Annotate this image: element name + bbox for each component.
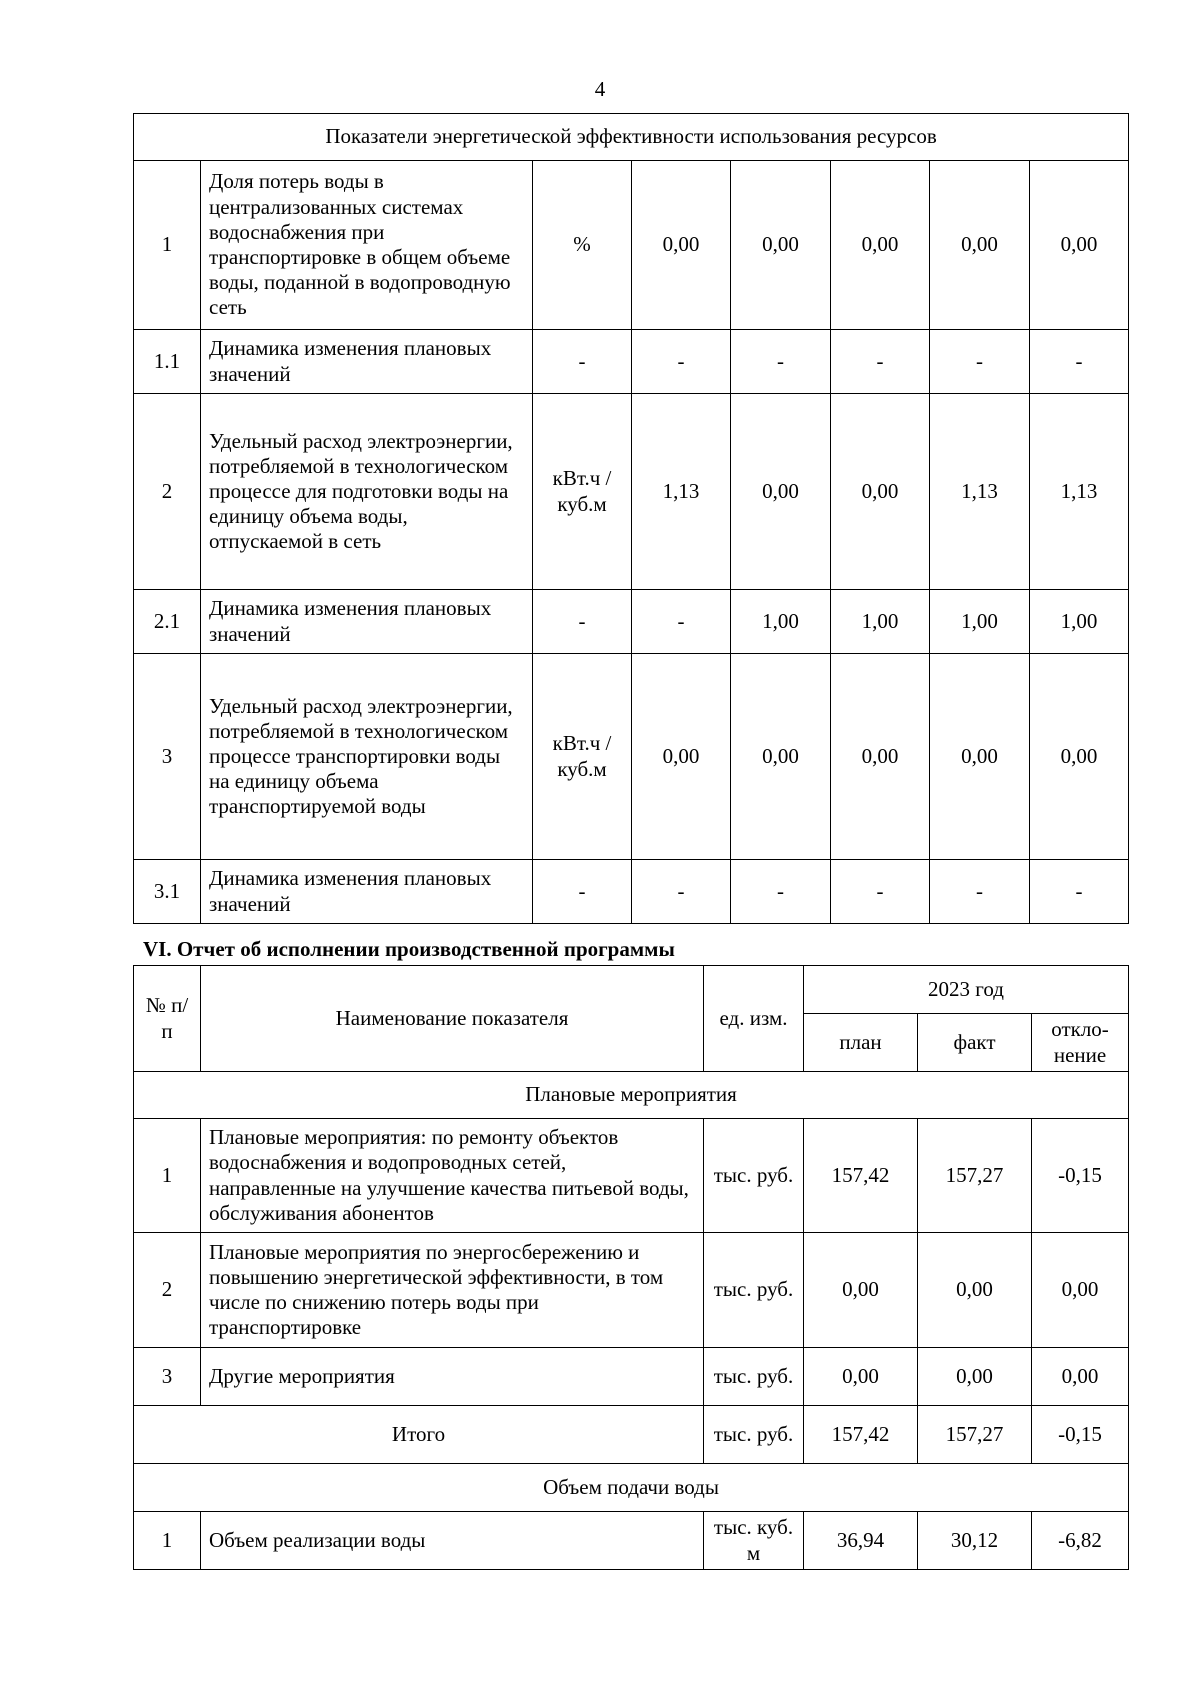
table-row: [134, 1119, 1129, 1233]
value: -: [632, 330, 731, 394]
header-plan: план: [804, 1014, 918, 1072]
table-row: [134, 860, 1129, 924]
deviation-value: 0,00: [1032, 1233, 1129, 1348]
value: 1,13: [632, 394, 731, 590]
fact-value: 157,27: [918, 1119, 1032, 1233]
header-fact: факт: [918, 1014, 1032, 1072]
row-number: 2: [134, 394, 201, 590]
value: -: [632, 860, 731, 924]
value: 1,13: [1030, 394, 1129, 590]
value: -: [1030, 860, 1129, 924]
indicator-name: Другие мероприятия: [201, 1348, 704, 1406]
table-title: Показатели энергетической эффективности использования ресурсов: [134, 114, 1129, 161]
unit: -: [533, 590, 632, 654]
value: 0,00: [731, 394, 831, 590]
total-label: Итого: [134, 1406, 704, 1464]
section-heading: Объем подачи воды: [134, 1464, 1129, 1512]
indicator-name: Объем реализации воды: [201, 1512, 704, 1570]
value: 0,00: [930, 161, 1030, 330]
value: -: [930, 330, 1030, 394]
value: 1,00: [1030, 590, 1129, 654]
value: -: [731, 330, 831, 394]
row-number: 2.1: [134, 590, 201, 654]
header-unit: ед. изм.: [704, 966, 804, 1072]
unit: тыс. руб.: [704, 1119, 804, 1233]
page-number: 4: [594, 77, 606, 101]
indicator-name: Плановые мероприятия: по ремонту объектов водоснабжения и водопроводных сетей, направленные на улучшение качества питьевой воды, обслуживания абонентов: [201, 1119, 704, 1233]
table-row: [134, 330, 1129, 394]
fact-value: 30,12: [918, 1512, 1032, 1570]
section-title: VI. Отчет об исполнении производственной программы: [143, 937, 675, 961]
section-row: [134, 1464, 1129, 1512]
unit: кВт.ч / куб.м: [533, 394, 632, 590]
header-num: № п/п: [134, 966, 201, 1072]
value: 1,00: [731, 590, 831, 654]
indicator-name: Удельный расход электроэнергии, потребляемой в технологическом процессе для подготовки воды на единицу объема воды, отпускаемой в сеть: [201, 394, 533, 590]
value: -: [831, 860, 930, 924]
indicator-name: Динамика изменения плановых значений: [201, 590, 533, 654]
row-number: 3.1: [134, 860, 201, 924]
value: 0,00: [731, 654, 831, 860]
unit: -: [533, 330, 632, 394]
production-program-report-table: [133, 965, 1129, 1570]
table-row: [134, 590, 1129, 654]
unit: -: [533, 860, 632, 924]
value: 0,00: [930, 654, 1030, 860]
plan-value: 157,42: [804, 1406, 918, 1464]
deviation-value: -0,15: [1032, 1119, 1129, 1233]
row-number: 1: [134, 1119, 201, 1233]
fact-value: 0,00: [918, 1233, 1032, 1348]
value: 1,00: [831, 590, 930, 654]
header-year: 2023 год: [804, 966, 1129, 1014]
header-deviation: откло-нение: [1032, 1014, 1129, 1072]
fact-value: 157,27: [918, 1406, 1032, 1464]
row-number: 3: [134, 1348, 201, 1406]
section-row: [134, 1072, 1129, 1119]
row-number: 3: [134, 654, 201, 860]
total-row: [134, 1406, 1129, 1464]
deviation-value: 0,00: [1032, 1348, 1129, 1406]
unit: %: [533, 161, 632, 330]
value: 0,00: [731, 161, 831, 330]
table-row: [134, 1512, 1129, 1570]
value: -: [1030, 330, 1129, 394]
value: 0,00: [831, 654, 930, 860]
row-number: 1: [134, 161, 201, 330]
row-number: 1: [134, 1512, 201, 1570]
unit: кВт.ч / куб.м: [533, 654, 632, 860]
plan-value: 36,94: [804, 1512, 918, 1570]
row-number: 1.1: [134, 330, 201, 394]
deviation-value: -6,82: [1032, 1512, 1129, 1570]
plan-value: 0,00: [804, 1233, 918, 1348]
unit: тыс. руб.: [704, 1348, 804, 1406]
value: 0,00: [831, 161, 930, 330]
value: -: [831, 330, 930, 394]
section-heading: Плановые мероприятия: [134, 1072, 1129, 1119]
plan-value: 157,42: [804, 1119, 918, 1233]
value: 1,00: [930, 590, 1030, 654]
energy-efficiency-table: [133, 113, 1129, 924]
value: -: [930, 860, 1030, 924]
deviation-value: -0,15: [1032, 1406, 1129, 1464]
value: 1,13: [930, 394, 1030, 590]
plan-value: 0,00: [804, 1348, 918, 1406]
value: -: [632, 590, 731, 654]
table-row: [134, 394, 1129, 590]
unit: тыс. руб.: [704, 1233, 804, 1348]
table-title-row: [134, 114, 1129, 161]
indicator-name: Удельный расход электроэнергии, потребляемой в технологическом процессе транспортировки воды на единицу объема транспортируемой воды: [201, 654, 533, 860]
header-name: Наименование показателя: [201, 966, 704, 1072]
table-row: [134, 161, 1129, 330]
fact-value: 0,00: [918, 1348, 1032, 1406]
value: 0,00: [1030, 654, 1129, 860]
value: 0,00: [632, 654, 731, 860]
table-row: [134, 1233, 1129, 1348]
table-row: [134, 654, 1129, 860]
value: -: [731, 860, 831, 924]
header-row: [134, 966, 1129, 1014]
row-number: 2: [134, 1233, 201, 1348]
indicator-name: Динамика изменения плановых значений: [201, 860, 533, 924]
unit: тыс. руб.: [704, 1406, 804, 1464]
value: 0,00: [831, 394, 930, 590]
indicator-name: Динамика изменения плановых значений: [201, 330, 533, 394]
indicator-name: Доля потерь воды в централизованных системах водоснабжения при транспортировке в общем объеме воды, поданной в водопроводную сеть: [201, 161, 533, 330]
indicator-name: Плановые мероприятия по энергосбережению и повышению энергетической эффективности, в том числе по снижению потерь воды при транспортировке: [201, 1233, 704, 1348]
table-row: [134, 1348, 1129, 1406]
unit: тыс. куб. м: [704, 1512, 804, 1570]
value: 0,00: [1030, 161, 1129, 330]
value: 0,00: [632, 161, 731, 330]
